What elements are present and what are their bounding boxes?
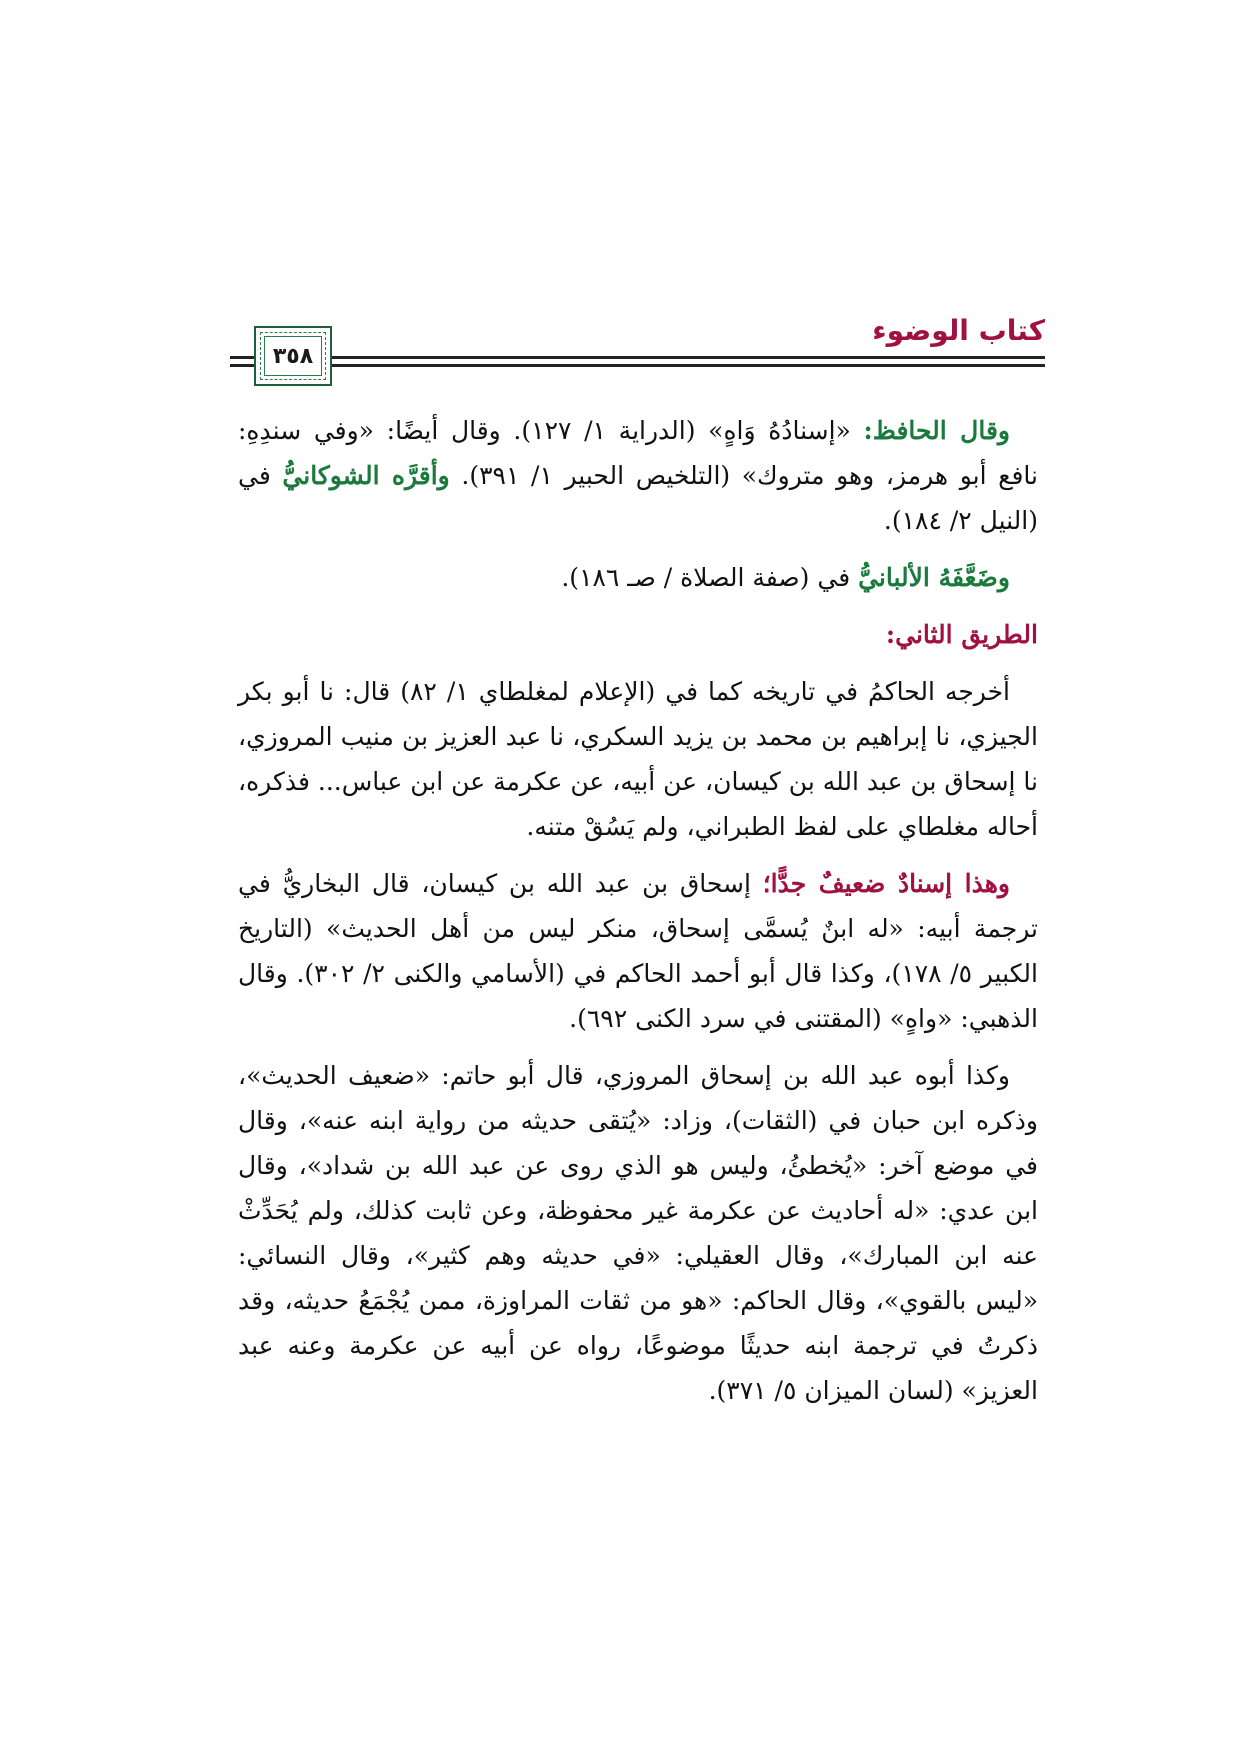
- book-title: كتاب الوضوء: [872, 314, 1045, 347]
- paragraph-hakim: [238, 669, 1038, 849]
- paragraph-text: في (النيل ٢/ ١٨٤).: [238, 461, 1038, 535]
- header-rule-bottom: [230, 364, 1045, 367]
- paragraph-text: وكذا أبوه عبد الله بن إسحاق المروزي، قال أبو حاتم: «ضعيف الحديث»، وذكره ابن حبان في (الثقات)، وزاد: «يُتقى حديثه من رواية ابنه عنه»، وقال في موضع آخر: «يُخطئُ، وليس هو الذي روى عن عبد الله بن شداد»، وقال ابن عدي: «له أحاديث عن عكرمة غير محفوظة، وعن ثابت كذلك، ولم يُحَدِّثْ عنه ابن المبارك»، وقال العقيلي: «في حديثه وهم كثير»، وقال النسائي: «ليس بالقوي»، وقال الحاكم: «هو من ثقات المراوزة، ممن يُجْمَعُ حديثه، وقد ذكرتُ في ترجمة ابنه حديثًا موضوعًا، رواه عن أبيه عن عكرمة وعنه عبد العزيز» (لسان الميزان ٥/ ٣٧١).: [238, 1061, 1038, 1405]
- paragraph-lead: وضَعَّفَهُ الألبانيُّ: [858, 563, 1010, 592]
- paragraph-text: أخرجه الحاكمُ في تاريخه كما في (الإعلام لمغلطاي ١/ ٨٢) قال: نا أبو بكر الجيزي، نا إبراهيم بن محمد بن يزيد السكري، نا عبد العزيز بن منيب المروزي، نا إسحاق بن عبد الله بن كيسان، عن أبيه، عن عكرمة عن ابن عباس... فذكره، أحاله مغلطاي على لفظ الطبراني، ولم يَسُقْ متنه.: [238, 677, 1038, 841]
- paragraph-lead: وهذا إسنادٌ ضعيفٌ جدًّا؛: [762, 869, 1010, 898]
- paragraph-text: إسحاق بن عبد الله بن كيسان، قال البخاريُّ في ترجمة أبيه: «له ابنٌ يُسمَّى إسحاق، منكر ليس من أهل الحديث» (التاريخ الكبير ٥/ ١٧٨)، وكذا قال أبو أحمد الحاكم في (الأسامي والكنى ٢/ ٣٠٢). وقال الذهبي: «واهٍ» (المقتنى في سرد الكنى ٦٩٢).: [238, 869, 1038, 1033]
- paragraph-father: [238, 1053, 1038, 1413]
- page-body: [238, 408, 1038, 1413]
- paragraph-text: في (صفة الصلاة / صـ ١٨٦).: [561, 563, 859, 592]
- header-rule-top: [230, 356, 1045, 359]
- page-header: [230, 310, 1045, 390]
- section-heading: الطريق الثاني:: [885, 620, 1038, 649]
- paragraph-hafiz: [238, 408, 1038, 543]
- paragraph-text: «إسنادُهُ وَاهٍ» (الدراية ١/ ١٢٧). وقال أيضًا: «وفي سندِهِ: نافع أبو هرمز، وهو متروك» (التلخيص الحبير ١/ ٣٩١).: [238, 416, 1038, 490]
- paragraph-lead: وقال الحافظ:: [863, 416, 1010, 445]
- paragraph-highlight: وأقرَّه الشوكانيُّ: [282, 461, 450, 490]
- paragraph-isnad: [238, 861, 1038, 1041]
- page-number: ٣٥٨: [269, 344, 317, 369]
- paragraph-albani: [238, 555, 1038, 600]
- page-number-frame: [254, 326, 332, 386]
